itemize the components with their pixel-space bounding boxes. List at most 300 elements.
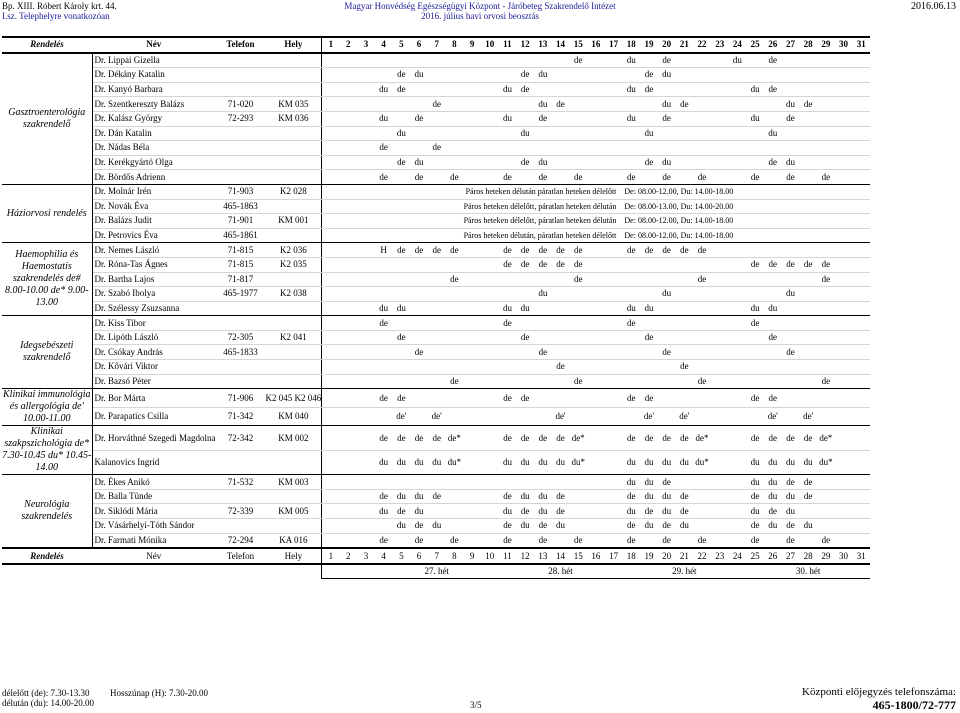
day-cell-25: du xyxy=(746,111,764,126)
day-cell-13 xyxy=(534,475,552,490)
day-cell-19 xyxy=(640,316,658,331)
day-header-6: 6 xyxy=(410,37,428,53)
day-cell-9 xyxy=(463,82,481,97)
day-cell-30 xyxy=(835,504,853,519)
schedule-row xyxy=(2,389,870,408)
day-cell-5 xyxy=(392,360,410,375)
day-cell-1 xyxy=(322,533,340,548)
day-cell-1 xyxy=(322,504,340,519)
day-header-18: 18 xyxy=(622,548,640,564)
day-cell-19: du xyxy=(640,126,658,141)
day-cell-9 xyxy=(463,345,481,360)
day-cell-25 xyxy=(746,360,764,375)
day-cell-1 xyxy=(322,111,340,126)
day-cell-10 xyxy=(481,475,499,490)
schedule-row xyxy=(2,519,870,534)
day-cell-17 xyxy=(605,407,623,426)
day-header-13: 13 xyxy=(534,37,552,53)
day-cell-16 xyxy=(587,170,605,185)
day-cell-31 xyxy=(852,301,870,316)
day-cell-26 xyxy=(764,97,782,112)
day-cell-31 xyxy=(852,533,870,548)
day-cell-16 xyxy=(587,287,605,302)
day-header-19: 19 xyxy=(640,548,658,564)
doctor-name: Dr. Balázs Judit xyxy=(92,214,215,229)
day-cell-14: de' xyxy=(552,407,570,426)
day-header-21: 21 xyxy=(675,37,693,53)
day-cell-28: du xyxy=(799,519,817,534)
day-cell-18 xyxy=(622,272,640,287)
header-center xyxy=(0,1,960,21)
day-cell-13 xyxy=(534,374,552,389)
day-cell-14 xyxy=(552,330,570,345)
room-cell: KM 003 xyxy=(265,475,321,490)
day-cell-1 xyxy=(322,82,340,97)
day-cell-8 xyxy=(446,82,464,97)
phone-cell xyxy=(215,141,265,156)
central-booking xyxy=(802,686,956,713)
day-cell-3 xyxy=(357,504,375,519)
day-cell-17 xyxy=(605,82,623,97)
room-cell xyxy=(265,489,321,504)
day-cell-3 xyxy=(357,389,375,408)
schedule-row xyxy=(2,272,870,287)
day-cell-3 xyxy=(357,243,375,258)
day-cell-15 xyxy=(569,155,587,170)
day-cell-23 xyxy=(711,330,729,345)
day-cell-1 xyxy=(322,360,340,375)
day-cell-18: du xyxy=(622,450,640,475)
day-cell-3 xyxy=(357,170,375,185)
day-cell-29: de xyxy=(817,170,835,185)
day-cell-29 xyxy=(817,141,835,156)
day-cell-30 xyxy=(835,426,853,451)
day-cell-29 xyxy=(817,243,835,258)
day-cell-7 xyxy=(428,155,446,170)
day-cell-2 xyxy=(339,301,357,316)
day-cell-18: de xyxy=(622,243,640,258)
day-cell-23 xyxy=(711,272,729,287)
day-cell-17 xyxy=(605,243,623,258)
rotation-note: Páros heteken délelőtt, páratlan heteken délután xyxy=(322,199,623,214)
room-cell xyxy=(265,450,321,475)
day-cell-20: du xyxy=(658,97,676,112)
day-cell-9 xyxy=(463,407,481,426)
day-cell-10 xyxy=(481,316,499,331)
phone-cell xyxy=(215,450,265,475)
day-cell-20: de xyxy=(658,426,676,451)
day-cell-14: de xyxy=(552,257,570,272)
day-cell-21 xyxy=(675,53,693,68)
day-cell-26 xyxy=(764,272,782,287)
day-cell-16 xyxy=(587,301,605,316)
day-cell-19 xyxy=(640,53,658,68)
day-cell-10 xyxy=(481,504,499,519)
day-cell-25 xyxy=(746,345,764,360)
day-cell-10 xyxy=(481,533,499,548)
week-row xyxy=(2,564,870,579)
day-cell-10 xyxy=(481,68,499,83)
day-cell-13 xyxy=(534,407,552,426)
day-cell-11: du xyxy=(499,450,517,475)
day-cell-26 xyxy=(764,287,782,302)
day-cell-24 xyxy=(729,533,747,548)
day-cell-28 xyxy=(799,360,817,375)
day-cell-13: du xyxy=(534,489,552,504)
day-cell-13 xyxy=(534,141,552,156)
day-cell-5: de xyxy=(392,68,410,83)
day-cell-5 xyxy=(392,374,410,389)
day-cell-4: de xyxy=(375,170,393,185)
day-header-17: 17 xyxy=(605,548,623,564)
day-cell-25: de xyxy=(746,426,764,451)
day-header-31: 31 xyxy=(852,37,870,53)
day-cell-18 xyxy=(622,360,640,375)
day-cell-25: de xyxy=(746,389,764,408)
day-cell-4 xyxy=(375,53,393,68)
day-cell-26: du xyxy=(764,450,782,475)
schedule-row xyxy=(2,141,870,156)
room-cell xyxy=(265,272,321,287)
day-cell-13 xyxy=(534,301,552,316)
day-cell-20 xyxy=(658,389,676,408)
day-cell-16 xyxy=(587,426,605,451)
doctor-name: Dr. Vásárhelyi-Tóth Sándor xyxy=(92,519,215,534)
doctor-name: Dr. Szentkereszty Balázs xyxy=(92,97,215,112)
day-cell-24 xyxy=(729,141,747,156)
day-cell-26 xyxy=(764,68,782,83)
day-cell-14: de xyxy=(552,426,570,451)
doctor-name: Dr. Lipóth László xyxy=(92,330,215,345)
day-cell-31 xyxy=(852,360,870,375)
day-cell-17 xyxy=(605,141,623,156)
phone-cell: 465-1977 xyxy=(215,287,265,302)
room-cell xyxy=(265,360,321,375)
room-cell xyxy=(265,301,321,316)
day-cell-14 xyxy=(552,374,570,389)
day-cell-7: de xyxy=(428,141,446,156)
day-cell-27: du xyxy=(782,489,800,504)
day-cell-22 xyxy=(693,82,711,97)
day-cell-25: du xyxy=(746,450,764,475)
day-cell-5: de xyxy=(392,330,410,345)
office-hours: De: 08.00-12.00, Du: 14.00-18.00 xyxy=(622,228,870,243)
day-cell-16 xyxy=(587,155,605,170)
day-cell-29: de xyxy=(817,374,835,389)
day-cell-18: de xyxy=(622,489,640,504)
day-cell-5: de xyxy=(392,243,410,258)
day-cell-24 xyxy=(729,407,747,426)
day-cell-25: du xyxy=(746,504,764,519)
day-cell-10 xyxy=(481,301,499,316)
day-cell-30 xyxy=(835,111,853,126)
room-cell xyxy=(265,228,321,243)
day-cell-26 xyxy=(764,374,782,389)
day-cell-23 xyxy=(711,426,729,451)
day-cell-31 xyxy=(852,141,870,156)
day-cell-23 xyxy=(711,155,729,170)
day-cell-24 xyxy=(729,504,747,519)
doctor-name: Dr. Nádas Béla xyxy=(92,141,215,156)
day-header-2: 2 xyxy=(339,548,357,564)
day-cell-7: de xyxy=(428,489,446,504)
day-cell-31 xyxy=(852,126,870,141)
day-cell-17 xyxy=(605,111,623,126)
day-cell-14: de xyxy=(552,243,570,258)
day-cell-21: de' xyxy=(675,407,693,426)
day-cell-10 xyxy=(481,243,499,258)
day-cell-10 xyxy=(481,426,499,451)
day-cell-7 xyxy=(428,345,446,360)
day-cell-30 xyxy=(835,407,853,426)
day-cell-9 xyxy=(463,272,481,287)
day-cell-7 xyxy=(428,360,446,375)
day-cell-18: de xyxy=(622,519,640,534)
unit-label: I.sz. Telephelyre vonatkozóan xyxy=(2,11,110,21)
column-name: Név xyxy=(92,548,215,564)
day-header-16: 16 xyxy=(587,37,605,53)
day-cell-20 xyxy=(658,141,676,156)
day-cell-17 xyxy=(605,426,623,451)
day-cell-29 xyxy=(817,316,835,331)
day-cell-30 xyxy=(835,374,853,389)
day-cell-21: du xyxy=(675,450,693,475)
day-cell-19 xyxy=(640,360,658,375)
day-header-11: 11 xyxy=(499,37,517,53)
office-hours: De: 08.00-13.00, Du: 14.00-20.00 xyxy=(622,199,870,214)
day-cell-12: du xyxy=(516,489,534,504)
day-cell-8 xyxy=(446,141,464,156)
day-header-28: 28 xyxy=(799,548,817,564)
day-cell-28 xyxy=(799,126,817,141)
day-cell-25 xyxy=(746,374,764,389)
day-cell-8: de xyxy=(446,243,464,258)
day-cell-27: de xyxy=(782,426,800,451)
room-cell: KM 036 xyxy=(265,111,321,126)
day-cell-3 xyxy=(357,272,375,287)
day-cell-28 xyxy=(799,170,817,185)
day-cell-15: de xyxy=(569,243,587,258)
day-cell-30 xyxy=(835,360,853,375)
day-cell-19: de xyxy=(640,330,658,345)
day-cell-22 xyxy=(693,126,711,141)
day-cell-8 xyxy=(446,155,464,170)
day-cell-25 xyxy=(746,407,764,426)
day-cell-21 xyxy=(675,287,693,302)
day-cell-7: de xyxy=(428,426,446,451)
day-cell-14 xyxy=(552,155,570,170)
column-place: Hely xyxy=(265,548,321,564)
day-header-29: 29 xyxy=(817,548,835,564)
schedule-table xyxy=(2,36,870,579)
day-cell-7 xyxy=(428,272,446,287)
day-cell-12: du xyxy=(516,126,534,141)
day-cell-6: de xyxy=(410,170,428,185)
schedule-row xyxy=(2,126,870,141)
doctor-name: Dr. Ékes Anikó xyxy=(92,475,215,490)
day-cell-25: de xyxy=(746,316,764,331)
day-cell-26: du xyxy=(764,489,782,504)
day-cell-31 xyxy=(852,257,870,272)
day-cell-1 xyxy=(322,489,340,504)
day-cell-5: de xyxy=(392,389,410,408)
day-cell-16 xyxy=(587,243,605,258)
day-cell-16 xyxy=(587,345,605,360)
day-cell-28 xyxy=(799,243,817,258)
day-cell-5: du xyxy=(392,126,410,141)
day-cell-23 xyxy=(711,243,729,258)
doctor-name: Dr. Csókay András xyxy=(92,345,215,360)
day-cell-4: du xyxy=(375,111,393,126)
day-cell-24 xyxy=(729,489,747,504)
day-cell-30 xyxy=(835,475,853,490)
day-cell-30 xyxy=(835,489,853,504)
day-cell-31 xyxy=(852,330,870,345)
day-cell-5 xyxy=(392,475,410,490)
day-cell-29: du* xyxy=(817,450,835,475)
day-cell-8 xyxy=(446,111,464,126)
day-cell-31 xyxy=(852,53,870,68)
day-cell-19: du xyxy=(640,489,658,504)
day-cell-26: du xyxy=(764,519,782,534)
day-cell-27: du xyxy=(782,155,800,170)
day-cell-6 xyxy=(410,257,428,272)
day-cell-17 xyxy=(605,53,623,68)
day-cell-29 xyxy=(817,504,835,519)
doctor-name: Dr. Balla Tünde xyxy=(92,489,215,504)
day-cell-14 xyxy=(552,126,570,141)
day-cell-1 xyxy=(322,243,340,258)
day-cell-28 xyxy=(799,504,817,519)
day-cell-4: de xyxy=(375,489,393,504)
day-cell-8: de xyxy=(446,374,464,389)
day-cell-4 xyxy=(375,272,393,287)
day-cell-21 xyxy=(675,533,693,548)
day-cell-6: du xyxy=(410,68,428,83)
day-cell-13 xyxy=(534,360,552,375)
day-cell-23 xyxy=(711,287,729,302)
day-cell-14 xyxy=(552,141,570,156)
day-cell-6: de xyxy=(410,533,428,548)
day-cell-18 xyxy=(622,126,640,141)
column-place: Hely xyxy=(265,37,321,53)
day-cell-9 xyxy=(463,155,481,170)
day-cell-17 xyxy=(605,330,623,345)
day-cell-30 xyxy=(835,53,853,68)
day-cell-24 xyxy=(729,316,747,331)
day-cell-17 xyxy=(605,374,623,389)
day-cell-10 xyxy=(481,407,499,426)
day-cell-27 xyxy=(782,53,800,68)
day-cell-12 xyxy=(516,111,534,126)
day-cell-10 xyxy=(481,345,499,360)
room-cell xyxy=(265,53,321,68)
day-cell-11 xyxy=(499,360,517,375)
phone-cell: 71-342 xyxy=(215,407,265,426)
day-cell-8 xyxy=(446,489,464,504)
day-header-19: 19 xyxy=(640,37,658,53)
day-cell-1 xyxy=(322,68,340,83)
day-cell-20: du xyxy=(658,450,676,475)
day-cell-22 xyxy=(693,360,711,375)
day-header-5: 5 xyxy=(392,548,410,564)
day-cell-25 xyxy=(746,141,764,156)
day-cell-21 xyxy=(675,330,693,345)
day-cell-24 xyxy=(729,345,747,360)
day-header-25: 25 xyxy=(746,548,764,564)
day-cell-29 xyxy=(817,68,835,83)
day-cell-22 xyxy=(693,111,711,126)
day-header-14: 14 xyxy=(552,548,570,564)
doctor-name: Dr. Kerékgyártó Olga xyxy=(92,155,215,170)
day-cell-8: du* xyxy=(446,450,464,475)
day-cell-25 xyxy=(746,68,764,83)
day-cell-21 xyxy=(675,111,693,126)
day-cell-12 xyxy=(516,407,534,426)
day-cell-29: de xyxy=(817,533,835,548)
day-cell-10 xyxy=(481,141,499,156)
day-cell-29 xyxy=(817,489,835,504)
day-cell-9 xyxy=(463,141,481,156)
doctor-name: Dr. Farmati Mónika xyxy=(92,533,215,548)
day-cell-4 xyxy=(375,287,393,302)
day-cell-13: de xyxy=(534,111,552,126)
day-cell-3 xyxy=(357,519,375,534)
day-cell-12 xyxy=(516,141,534,156)
day-cell-29 xyxy=(817,126,835,141)
day-cell-15 xyxy=(569,345,587,360)
schedule-row xyxy=(2,426,870,451)
day-cell-24 xyxy=(729,301,747,316)
day-cell-24 xyxy=(729,257,747,272)
day-cell-16 xyxy=(587,82,605,97)
day-cell-7 xyxy=(428,389,446,408)
day-cell-24: du xyxy=(729,53,747,68)
day-cell-10 xyxy=(481,287,499,302)
schedule-row xyxy=(2,170,870,185)
day-cell-6 xyxy=(410,53,428,68)
page-number: 3/5 xyxy=(470,700,482,710)
day-cell-12 xyxy=(516,475,534,490)
day-cell-2 xyxy=(339,82,357,97)
day-cell-28: de xyxy=(799,97,817,112)
day-cell-22 xyxy=(693,141,711,156)
week-30: 30. hét xyxy=(746,564,870,579)
day-cell-24 xyxy=(729,475,747,490)
schedule-title: 2016. július havi orvosi beosztás xyxy=(421,11,539,21)
phone-cell: 72-305 xyxy=(215,330,265,345)
day-cell-22 xyxy=(693,504,711,519)
day-cell-27: du xyxy=(782,450,800,475)
schedule-row xyxy=(2,243,870,258)
day-cell-3 xyxy=(357,141,375,156)
day-cell-6 xyxy=(410,407,428,426)
day-cell-27 xyxy=(782,82,800,97)
day-header-27: 27 xyxy=(782,548,800,564)
column-dept: Rendelés xyxy=(2,548,92,564)
day-cell-7 xyxy=(428,287,446,302)
day-cell-9 xyxy=(463,316,481,331)
day-cell-19: de xyxy=(640,504,658,519)
day-cell-26: de xyxy=(764,426,782,451)
day-cell-16 xyxy=(587,97,605,112)
day-cell-15 xyxy=(569,141,587,156)
day-header-10: 10 xyxy=(481,548,499,564)
day-cell-31 xyxy=(852,504,870,519)
room-cell: KA 016 xyxy=(265,533,321,548)
day-cell-26: du xyxy=(764,301,782,316)
schedule-row xyxy=(2,316,870,331)
